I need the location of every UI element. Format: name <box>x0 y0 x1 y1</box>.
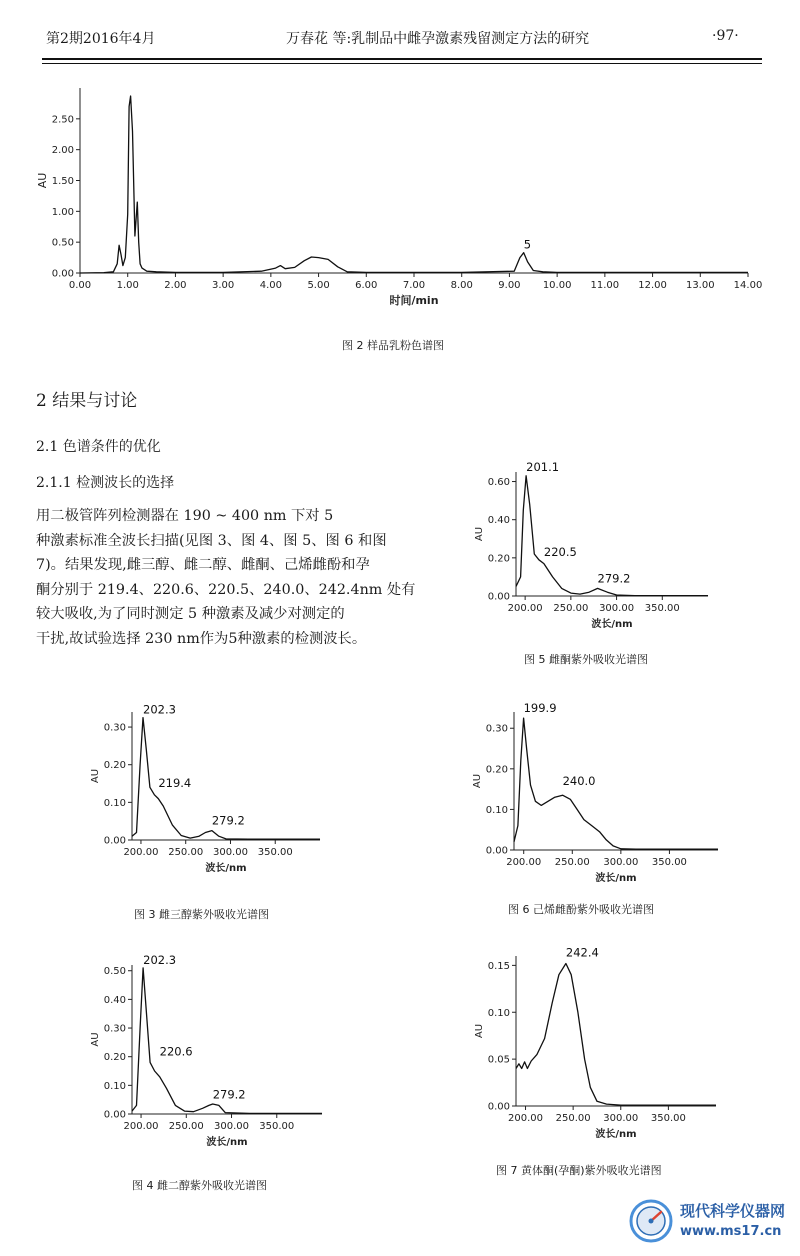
x-tick-label: 350.00 <box>257 847 293 858</box>
y-tick-label: 0.10 <box>103 797 126 809</box>
y-tick-label: 0.30 <box>485 723 508 735</box>
y-tick-label: 0.20 <box>487 553 510 565</box>
figure-2-chart <box>30 78 770 328</box>
y-tick-label: 0.15 <box>487 960 510 972</box>
peak-label: 279.2 <box>597 571 631 586</box>
y-tick-label: 1.50 <box>51 176 74 187</box>
y-tick-label: 0.40 <box>103 994 126 1006</box>
watermark-name: 现代科学仪器网 <box>680 1202 786 1220</box>
x-axis-label: 波长/nm <box>595 873 637 884</box>
y-tick-label: 0.00 <box>51 268 74 280</box>
peak-label: 220.5 <box>543 544 577 559</box>
peak-label: 279.2 <box>212 1087 246 1102</box>
peak-label: 219.4 <box>158 776 192 791</box>
figure-4-chart <box>84 953 334 1168</box>
y-tick-label: 0.20 <box>103 760 126 772</box>
y-tick-label: 0.50 <box>103 966 126 978</box>
x-axis-label: 波长/nm <box>595 1129 637 1140</box>
x-tick-label: 9.00 <box>498 280 521 291</box>
y-tick-label: 0.30 <box>103 1023 126 1035</box>
y-tick-label: 0.10 <box>485 804 508 816</box>
x-tick-label: 7.00 <box>402 280 426 291</box>
y-tick-label: 0.10 <box>103 1080 126 1092</box>
x-tick-label: 250.00 <box>553 603 589 614</box>
header-rule-thick <box>42 58 762 60</box>
x-tick-label: 350.00 <box>644 603 680 614</box>
x-tick-label: 250.00 <box>555 1113 591 1124</box>
y-tick-label: 0.60 <box>487 477 510 489</box>
x-tick-label: 12.00 <box>638 280 667 291</box>
spectrum-line <box>80 96 748 273</box>
peak-label: 202.3 <box>143 953 177 967</box>
x-tick-label: 3.00 <box>212 280 235 291</box>
x-tick-label: 300.00 <box>599 603 635 614</box>
y-axis-label: AU <box>474 526 485 542</box>
y-tick-label: 2.00 <box>51 145 74 157</box>
x-tick-label: 0.00 <box>68 280 92 291</box>
section-heading: 2 结果与讨论 <box>36 391 138 411</box>
y-tick-label: 0.20 <box>103 1052 126 1064</box>
x-tick-label: 300.00 <box>603 857 639 868</box>
y-tick-label: 0.10 <box>487 1007 510 1019</box>
body-paragraph <box>36 504 416 651</box>
x-tick-label: 1.00 <box>116 280 139 291</box>
paragraph-line: 7)。结果发现,雌三醇、雌二醇、雌酮、己烯雌酚和孕 <box>36 557 370 573</box>
header-rule-thin <box>42 63 762 64</box>
peak-label: 201.1 <box>526 462 560 474</box>
x-axis-label: 波长/nm <box>591 619 633 630</box>
y-tick-label: 0.00 <box>487 1101 510 1113</box>
y-tick-label: 0.00 <box>487 591 510 603</box>
y-axis-label: AU <box>472 773 483 789</box>
x-tick-label: 350.00 <box>650 1113 686 1124</box>
figure-7-chart <box>460 946 724 1156</box>
paragraph-line: 种激素标准全波长扫描(见图 3、图 4、图 5、图 6 和图 <box>36 532 387 549</box>
x-tick-label: 200.00 <box>123 1121 159 1132</box>
gauge-logo-icon <box>628 1198 674 1244</box>
y-tick-label: 0.40 <box>487 515 510 527</box>
watermark-url: www.ms17.cn <box>680 1224 782 1239</box>
y-tick-label: 0.20 <box>485 764 508 776</box>
x-tick-label: 250.00 <box>554 857 590 868</box>
y-tick-label: 2.50 <box>51 114 74 126</box>
peak-label: 202.3 <box>143 702 176 717</box>
x-tick-label: 200.00 <box>123 847 159 858</box>
paragraph-line: 酮分别于 219.4、220.6、220.5、240.0、242.4nm 处有 <box>36 581 416 598</box>
x-tick-label: 300.00 <box>214 1121 250 1132</box>
figure-5-chart <box>460 462 720 642</box>
figure-6-chart <box>460 700 724 896</box>
y-tick-label: 0.00 <box>103 1109 126 1121</box>
peak-label: 5 <box>523 237 532 252</box>
peak-label: 242.4 <box>565 946 599 960</box>
x-tick-label: 4.00 <box>259 280 282 291</box>
peak-label: 199.9 <box>523 701 557 716</box>
x-axis-label: 波长/nm <box>205 863 247 874</box>
x-tick-label: 6.00 <box>355 280 378 291</box>
subsection-heading: 2.1 色谱条件的优化 <box>36 439 161 455</box>
x-tick-label: 2.00 <box>164 280 187 291</box>
x-tick-label: 200.00 <box>506 857 542 868</box>
peak-label: 240.0 <box>562 774 596 789</box>
y-tick-label: 0.00 <box>485 845 508 857</box>
site-watermark <box>628 1196 798 1248</box>
x-tick-label: 10.00 <box>542 280 572 291</box>
x-axis-label: 波长/nm <box>206 1137 248 1148</box>
running-title: 万春花 等:乳制品中雌孕激素残留测定方法的研究 <box>286 31 590 47</box>
y-axis-label: AU <box>36 172 49 189</box>
y-axis-label: AU <box>90 1032 101 1047</box>
x-tick-label: 200.00 <box>507 603 543 614</box>
figure-7-caption: 图 7 黄体酮(孕酮)紫外吸收光谱图 <box>496 1164 662 1177</box>
x-tick-label: 8.00 <box>450 280 473 291</box>
x-axis-label: 时间/min <box>389 294 439 307</box>
x-tick-label: 350.00 <box>651 857 687 868</box>
figure-5-caption: 图 5 雌酮紫外吸收光谱图 <box>524 653 648 666</box>
y-axis-label: AU <box>474 1023 485 1039</box>
x-tick-label: 5.00 <box>307 280 330 291</box>
x-tick-label: 300.00 <box>212 847 248 858</box>
figure-2-caption: 图 2 样品乳粉色谱图 <box>342 339 444 352</box>
y-tick-label: 0.30 <box>103 722 126 734</box>
x-tick-label: 350.00 <box>259 1121 295 1132</box>
x-tick-label: 300.00 <box>603 1113 639 1124</box>
figure-6-caption: 图 6 己烯雌酚紫外吸收光谱图 <box>508 903 654 916</box>
peak-label: 279.2 <box>211 813 245 828</box>
figure-3-chart <box>84 700 334 896</box>
x-tick-label: 14.00 <box>733 280 763 291</box>
y-tick-label: 1.00 <box>51 206 74 218</box>
peak-label: 220.6 <box>159 1044 193 1059</box>
paragraph-line: 干扰,故试验选择 230 nm作为5种激素的检测波长。 <box>36 630 367 647</box>
figure-3-caption: 图 3 雌三醇紫外吸收光谱图 <box>134 908 269 921</box>
x-tick-label: 200.00 <box>508 1113 544 1124</box>
y-axis-label: AU <box>90 768 101 784</box>
x-tick-label: 250.00 <box>168 847 204 858</box>
x-tick-label: 11.00 <box>590 280 620 291</box>
y-tick-label: 0.05 <box>487 1054 510 1066</box>
subsubsection-heading: 2.1.1 检测波长的选择 <box>36 475 175 491</box>
x-tick-label: 13.00 <box>685 280 715 291</box>
figure-4-caption: 图 4 雌二醇紫外吸收光谱图 <box>132 1179 267 1192</box>
y-tick-label: 0.50 <box>51 237 74 249</box>
page-number: ·97· <box>712 28 739 44</box>
x-tick-label: 250.00 <box>168 1121 204 1132</box>
y-tick-label: 0.00 <box>103 835 126 847</box>
spectrum-line <box>516 964 716 1106</box>
issue-label: 第2期2016年4月 <box>46 31 156 47</box>
spectrum-line <box>514 718 718 849</box>
paragraph-line: 较大吸收,为了同时测定 5 种激素及减少对测定的 <box>36 606 345 622</box>
paragraph-line: 用二极管阵列检测器在 190 ~ 400 nm 下对 5 <box>36 508 334 524</box>
